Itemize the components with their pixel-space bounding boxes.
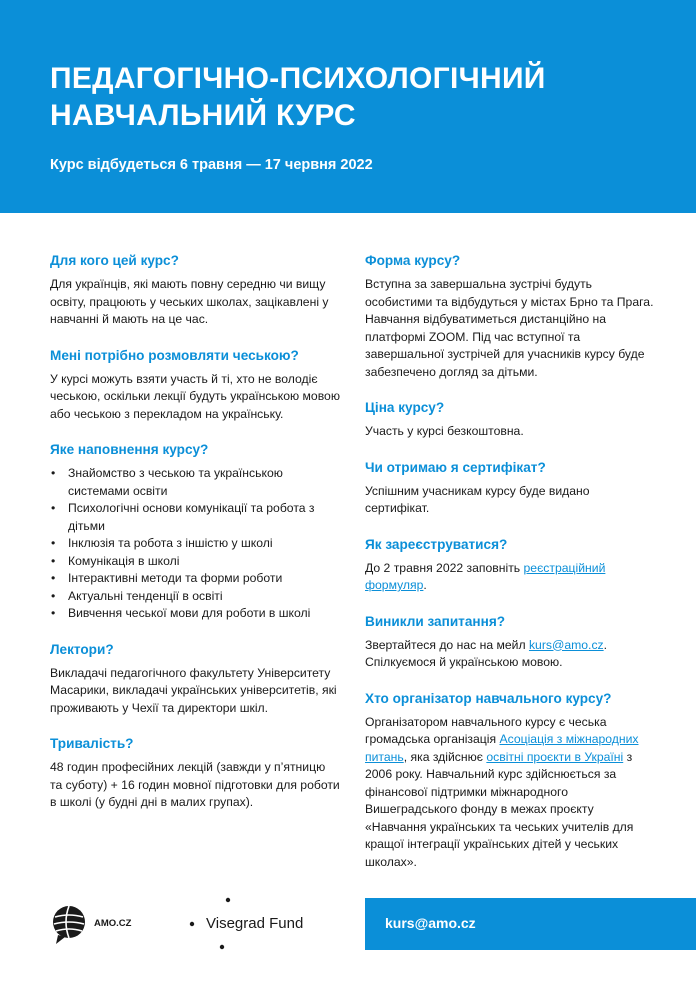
list-item: • Комунікація в школі	[50, 553, 340, 571]
list-item: • Психологічні основи комунікації та робота з дітьми	[50, 500, 340, 535]
page-title	[50, 60, 650, 134]
footer-email-link[interactable]: kurs@amo.cz	[385, 915, 476, 931]
section-form	[365, 252, 655, 381]
organizer-text-3: з 2006 року. Навчальний курс здійснюється за фінансової підтримки міжнародного Вишеградського фонду в межах проєкту «Навчання українських та чеських учителів для кращої інтеграції українських дітей у чеських школах».	[365, 749, 634, 869]
section-text: 48 годин професійних лекцій (завжди у п’ятницю та суботу) + 16 годин мовної підготовки для роботи в школі (у будні дні в малих групах).	[50, 760, 340, 809]
section-text	[365, 560, 655, 595]
list-item: • Інклюзія та робота з іншістю у школі	[50, 535, 340, 553]
list-item: • Актуальні тенденції в освіті	[50, 588, 340, 606]
email-link[interactable]: kurs@amo.cz	[528, 637, 604, 652]
content-list	[50, 465, 340, 623]
section-text	[365, 714, 655, 872]
course-dates: Курс відбудеться 6 травня — 17 червня 2022	[50, 157, 373, 173]
footer-contact-box	[365, 898, 696, 950]
section-who	[50, 252, 340, 329]
section-questions	[365, 613, 655, 672]
section-heading: Яке наповнення курсу?	[50, 442, 209, 457]
amo-association-link[interactable]: Асоціація з міжнародних питань	[365, 732, 639, 764]
registration-form-link[interactable]: реєстраційний формуляр	[365, 560, 606, 592]
section-heading: Для кого цей курс?	[50, 253, 179, 268]
section-czech	[50, 347, 340, 424]
section-heading: Тривалість?	[50, 736, 134, 751]
section-heading: Чи отримаю я сертифікат?	[365, 459, 546, 475]
section-heading: Лектори?	[50, 641, 114, 657]
section-heading: Хто організатор навчального курсу?	[365, 690, 612, 706]
section-text: Викладачі педагогічного факультету Університету Масарики, викладачі українських університетів, які проживають у Чехії та директори шкіл.	[50, 665, 337, 715]
title-line-1: ПЕДАГОГІЧНО-ПСИХОЛОГІЧНИЙ	[50, 62, 546, 95]
list-item: • Інтерактивні методи та форми роботи	[50, 570, 340, 588]
section-duration	[50, 735, 340, 812]
section-heading: Як зареєструватися?	[365, 536, 508, 552]
right-column	[365, 252, 655, 889]
questions-text-end: . Спілкуємося й українською мовою.	[365, 637, 608, 669]
amo-logo-text: AMO.CZ	[94, 918, 132, 929]
visegrad-fund-text: Visegrad Fund	[206, 915, 304, 932]
section-text: Успішним учасникам курсу буде видано сертифікат.	[365, 483, 590, 515]
section-text: У курсі можуть взяти участь й ті, хто не володіє чеською, оскільки лекції будуть українською мовою або чеською з перекладом на українську.	[50, 371, 340, 421]
section-text: Для українців, які мають повну середню чи вищу освіту, працюють у чеських школах, зацікавлені у навчанні й мають на це час.	[50, 277, 329, 326]
register-text: До 2 травня 2022 заповніть	[365, 560, 524, 575]
section-heading: Виникли запитання?	[365, 613, 506, 629]
list-item: • Знайомство з чеською та українською системами освіти	[50, 465, 340, 500]
left-column	[50, 252, 340, 830]
section-heading: Ціна курсу?	[365, 400, 445, 415]
section-text: Участь у курсі безкоштовна.	[365, 424, 524, 438]
section-lecturers	[50, 641, 340, 718]
section-register	[365, 536, 655, 595]
section-content	[50, 441, 340, 623]
section-heading: Мені потрібно розмовляти чеською?	[50, 347, 299, 363]
amo-globe-icon	[52, 905, 86, 945]
title-line-2: НАВЧАЛЬНИЙ КУРС	[50, 99, 356, 132]
section-text	[365, 637, 655, 672]
questions-text: Звертайтеся до нас на мейл	[365, 637, 529, 652]
organizer-text-2: , яка здійснює	[403, 749, 487, 764]
section-heading: Форма курсу?	[365, 253, 461, 268]
ukraine-projects-link[interactable]: освітні проєкти в Україні	[486, 749, 624, 764]
list-item: • Вивчення чеської мови для роботи в школі	[50, 605, 340, 623]
section-price	[365, 399, 655, 441]
section-certificate	[365, 459, 655, 518]
section-organizer	[365, 690, 655, 872]
section-text: Вступна за завершальна зустрічі будуть особистими та відбудуться у містах Брно та Прага. Навчання відбуватиметься дистанційно на платформі ZOOM. Під час вступної та завершальної зустрічей для учасників курсу буде забезпечено догляд за дітьми.	[365, 277, 654, 379]
organizer-text-1: Організатором навчального курсу є чеська громадська організація	[365, 714, 607, 746]
register-text-end: .	[423, 578, 427, 592]
